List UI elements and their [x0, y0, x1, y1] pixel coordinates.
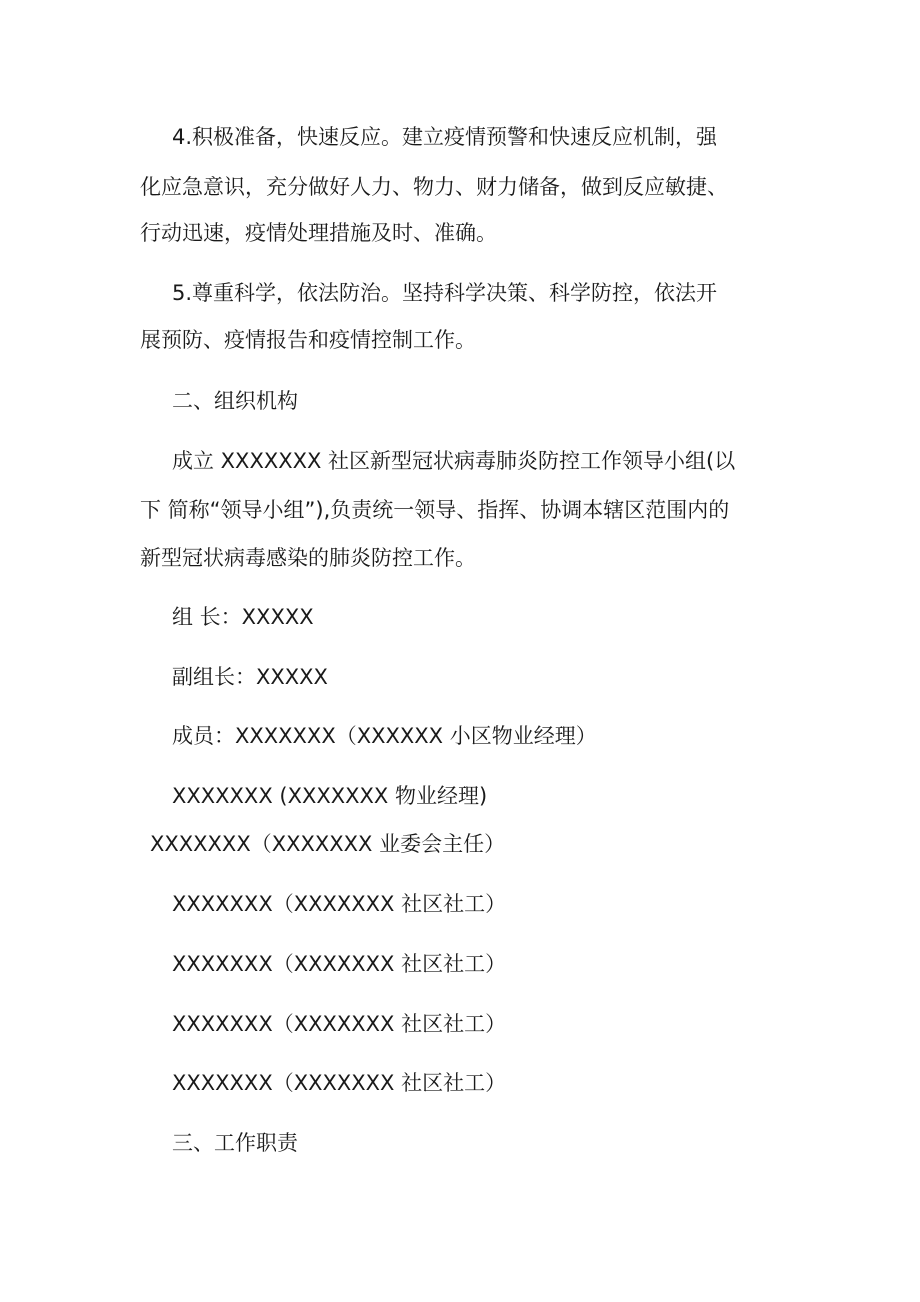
- member-list-item: XXXXXXX（XXXXXXX 业委会主任）: [150, 832, 506, 856]
- member-list-item: XXXXXXX (XXXXXXX 物业经理): [172, 784, 488, 808]
- para5-line1: 5.尊重科学，依法防治。坚持科学决策、科学防控，依法开: [172, 281, 718, 305]
- para4-line2: 化应急意识，充分做好人力、物力、财力储备，做到反应敏捷、: [140, 175, 728, 199]
- section-heading-responsibilities: 三、工作职责: [172, 1131, 298, 1155]
- section2-body-line3: 新型冠状病毒感染的肺炎防控工作。: [140, 546, 476, 570]
- para5-line2: 展预防、疫情报告和疫情控制工作。: [140, 328, 476, 352]
- para4-line1: 4.积极准备，快速反应。建立疫情预警和快速反应机制，强: [172, 125, 718, 149]
- member-list-item: XXXXXXX（XXXXXXX 社区社工）: [172, 1012, 507, 1036]
- deputy-leader-line: 副组长：XXXXX: [172, 665, 328, 689]
- leader-line: 组 长：XXXXX: [172, 605, 314, 629]
- member-line: 成员：XXXXXXX（XXXXXX 小区物业经理）: [172, 724, 597, 748]
- section-heading-organization: 二、组织机构: [172, 389, 298, 413]
- member-list-item: XXXXXXX（XXXXXXX 社区社工）: [172, 892, 507, 916]
- member-list-item: XXXXXXX（XXXXXXX 社区社工）: [172, 952, 507, 976]
- section2-body-line2: 下 简称“领导小组”),负责统一领导、指挥、协调本辖区范围内的: [140, 498, 730, 522]
- para4-line3: 行动迅速，疫情处理措施及时、准确。: [140, 221, 497, 245]
- section2-body-line1: 成立 XXXXXXX 社区新型冠状病毒肺炎防控工作领导小组(以: [172, 449, 736, 473]
- member-list-item: XXXXXXX（XXXXXXX 社区社工）: [172, 1071, 507, 1095]
